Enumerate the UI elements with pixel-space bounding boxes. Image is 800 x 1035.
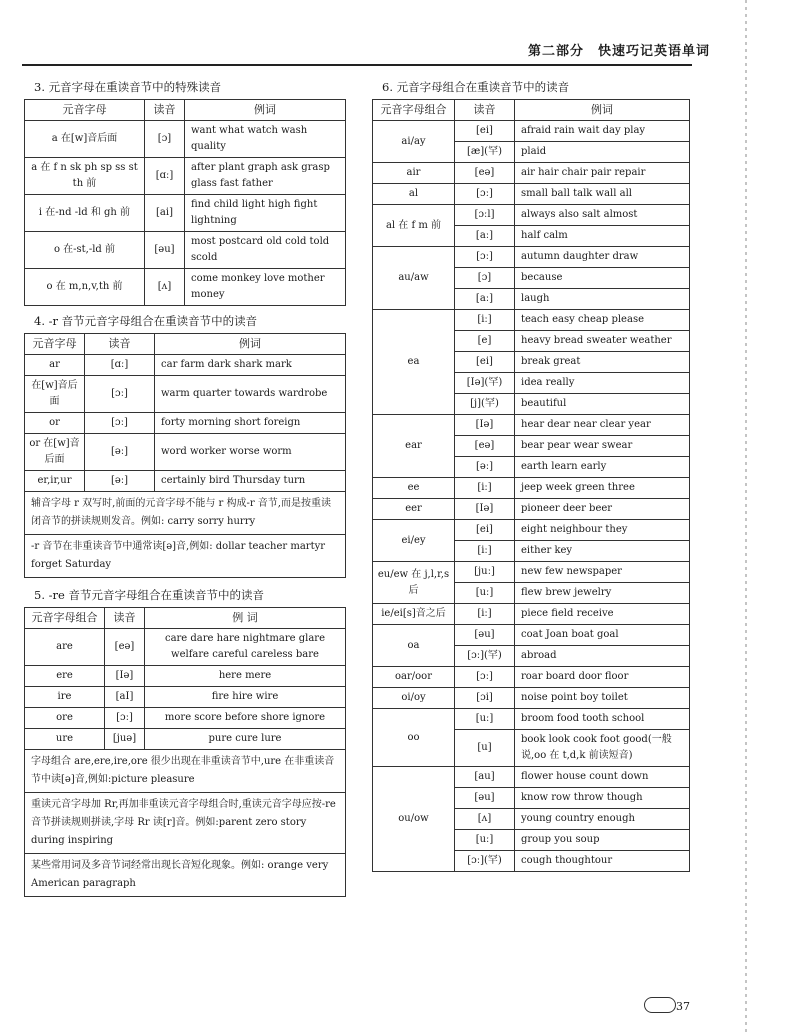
section-5-note: 字母组合 are,ere,ire,ore 很少出现在非重读音节中,ure 在非重读音节中读[ə]音,例如:picture pleasure bbox=[24, 750, 346, 793]
example-cell: afraid rain wait day play bbox=[515, 121, 690, 142]
example-cell: idea really bbox=[515, 373, 690, 394]
combo-cell: ear bbox=[373, 415, 455, 478]
example-cell: car farm dark shark mark bbox=[155, 355, 346, 376]
combo-cell: ei/ey bbox=[373, 520, 455, 562]
example-cell: break great bbox=[515, 352, 690, 373]
col-header: 例词 bbox=[155, 334, 346, 355]
table-row bbox=[373, 767, 690, 788]
letter-cell: er,ir,ur bbox=[25, 471, 85, 492]
table-row bbox=[25, 687, 346, 708]
table-row bbox=[373, 415, 690, 436]
letter-cell: ore bbox=[25, 708, 105, 729]
table-row bbox=[25, 232, 346, 269]
phonetic-cell: [ai] bbox=[145, 195, 185, 232]
example-cell: cough thoughtour bbox=[515, 851, 690, 872]
example-cell: pure cure lure bbox=[145, 729, 346, 750]
section-4-table bbox=[24, 333, 346, 492]
table-row bbox=[25, 269, 346, 306]
example-cell: here mere bbox=[145, 666, 346, 687]
table-row bbox=[25, 471, 346, 492]
example-cell: abroad bbox=[515, 646, 690, 667]
example-cell: young country enough bbox=[515, 809, 690, 830]
phonetic-cell: [əː] bbox=[455, 457, 515, 478]
example-cell: earth learn early bbox=[515, 457, 690, 478]
phonetic-cell: [ei] bbox=[455, 121, 515, 142]
phonetic-cell: [ɔː] bbox=[85, 376, 155, 413]
phonetic-cell: [aː] bbox=[455, 289, 515, 310]
phonetic-cell: [Iə] bbox=[455, 499, 515, 520]
example-cell: warm quarter towards wardrobe bbox=[155, 376, 346, 413]
section-5-table bbox=[24, 607, 346, 750]
letter-cell: are bbox=[25, 629, 105, 666]
phonetic-cell: [iː] bbox=[455, 604, 515, 625]
combo-cell: air bbox=[373, 163, 455, 184]
phonetic-cell: [j](罕) bbox=[455, 394, 515, 415]
example-cell: want what watch wash quality bbox=[185, 121, 346, 158]
section-4-note: 辅音字母 r 双写时,前面的元音字母不能与 r 构成-r 音节,而是按重读闭音节的拼读规则发音。例如: carry sorry hurry bbox=[24, 492, 346, 535]
table-row bbox=[25, 666, 346, 687]
phonetic-cell: [ɔː] bbox=[455, 247, 515, 268]
example-cell: eight neighbour they bbox=[515, 520, 690, 541]
letter-cell: a 在 f n sk ph sp ss st th 前 bbox=[25, 158, 145, 195]
section-6-table bbox=[372, 99, 690, 872]
example-cell: air hair chair pair repair bbox=[515, 163, 690, 184]
phonetic-cell: [ɑː] bbox=[85, 355, 155, 376]
phonetic-cell: [e] bbox=[455, 331, 515, 352]
combo-cell: eer bbox=[373, 499, 455, 520]
phonetic-cell: [ɔː](罕) bbox=[455, 851, 515, 872]
col-header: 例 词 bbox=[145, 608, 346, 629]
table-row bbox=[373, 121, 690, 142]
table-row bbox=[373, 709, 690, 730]
example-cell: piece field receive bbox=[515, 604, 690, 625]
example-cell: heavy bread sweater weather bbox=[515, 331, 690, 352]
section-5-note: 某些常用词及多音节词经常出现长音短化现象。例如: orange very American paragraph bbox=[24, 854, 346, 897]
letter-cell: o 在 m,n,v,th 前 bbox=[25, 269, 145, 306]
combo-cell: oar/oor bbox=[373, 667, 455, 688]
phonetic-cell: [Iə] bbox=[105, 666, 145, 687]
table-row bbox=[373, 205, 690, 226]
letter-cell: ar bbox=[25, 355, 85, 376]
col-header: 元音字母 bbox=[25, 334, 85, 355]
phonetic-cell: [ɔːl] bbox=[455, 205, 515, 226]
example-cell: teach easy cheap please bbox=[515, 310, 690, 331]
col-header: 读音 bbox=[105, 608, 145, 629]
phonetic-cell: [ɔ] bbox=[455, 268, 515, 289]
phonetic-cell: [eə] bbox=[105, 629, 145, 666]
right-column bbox=[372, 78, 690, 872]
example-cell: because bbox=[515, 268, 690, 289]
table-row bbox=[373, 625, 690, 646]
letter-cell: or bbox=[25, 413, 85, 434]
page-number: 37 bbox=[676, 1000, 690, 1013]
letter-cell: ure bbox=[25, 729, 105, 750]
example-cell: know row throw though bbox=[515, 788, 690, 809]
table-row bbox=[373, 499, 690, 520]
example-cell: care dare hare nightmare glare welfare careful careless bare bbox=[145, 629, 346, 666]
phonetic-cell: [uː] bbox=[455, 830, 515, 851]
phonetic-cell: [uː] bbox=[455, 709, 515, 730]
col-header: 例词 bbox=[185, 100, 346, 121]
section-5-title: 5. -re 音节元音字母组合在重读音节中的读音 bbox=[34, 588, 264, 602]
letter-cell: a 在[w]音后面 bbox=[25, 121, 145, 158]
col-header: 元音字母组合 bbox=[25, 608, 105, 629]
phonetic-cell: [u] bbox=[455, 730, 515, 767]
example-cell: group you soup bbox=[515, 830, 690, 851]
combo-cell: oa bbox=[373, 625, 455, 667]
table-row bbox=[373, 667, 690, 688]
col-header: 例词 bbox=[515, 100, 690, 121]
example-cell: new few newspaper bbox=[515, 562, 690, 583]
example-cell: word worker worse worm bbox=[155, 434, 346, 471]
phonetic-cell: [ei] bbox=[455, 520, 515, 541]
combo-cell: ie/ei[s]音之后 bbox=[373, 604, 455, 625]
table-row bbox=[25, 121, 346, 158]
combo-cell: al bbox=[373, 184, 455, 205]
example-cell: certainly bird Thursday turn bbox=[155, 471, 346, 492]
table-row bbox=[25, 355, 346, 376]
example-cell: half calm bbox=[515, 226, 690, 247]
example-cell: book look cook foot good(一般说,oo 在 t,d,k 前读短音) bbox=[515, 730, 690, 767]
table-row bbox=[373, 163, 690, 184]
section-6-title: 6. 元音字母组合在重读音节中的读音 bbox=[382, 80, 570, 94]
phonetic-cell: [ʌ] bbox=[145, 269, 185, 306]
combo-cell: oo bbox=[373, 709, 455, 767]
example-cell: more score before shore ignore bbox=[145, 708, 346, 729]
table-row bbox=[373, 520, 690, 541]
phonetic-cell: [əː] bbox=[85, 471, 155, 492]
phonetic-cell: [eə] bbox=[455, 163, 515, 184]
combo-cell: ou/ow bbox=[373, 767, 455, 872]
col-header: 读音 bbox=[145, 100, 185, 121]
col-header: 读音 bbox=[455, 100, 515, 121]
section-3-table bbox=[24, 99, 346, 306]
header-rule bbox=[22, 64, 692, 66]
example-cell: coat Joan boat goal bbox=[515, 625, 690, 646]
example-cell: jeep week green three bbox=[515, 478, 690, 499]
example-cell: either key bbox=[515, 541, 690, 562]
phonetic-cell: [iː] bbox=[455, 310, 515, 331]
combo-cell: ea bbox=[373, 310, 455, 415]
phonetic-cell: [iː] bbox=[455, 478, 515, 499]
phonetic-cell: [ɔː] bbox=[455, 184, 515, 205]
example-cell: small ball talk wall all bbox=[515, 184, 690, 205]
table-row bbox=[373, 247, 690, 268]
combo-cell: au/aw bbox=[373, 247, 455, 310]
phonetic-cell: [əu] bbox=[145, 232, 185, 269]
table-row bbox=[373, 310, 690, 331]
example-cell: plaid bbox=[515, 142, 690, 163]
table-row bbox=[373, 478, 690, 499]
phonetic-cell: [ei] bbox=[455, 352, 515, 373]
phonetic-cell: [ɔː] bbox=[85, 413, 155, 434]
letter-cell: o 在-st,-ld 前 bbox=[25, 232, 145, 269]
section-3-title: 3. 元音字母在重读音节中的特殊读音 bbox=[34, 80, 222, 94]
phonetic-cell: [ɔː] bbox=[105, 708, 145, 729]
phonetic-cell: [əu] bbox=[455, 625, 515, 646]
combo-cell: eu/ew 在 j,l,r,s 后 bbox=[373, 562, 455, 604]
example-cell: laugh bbox=[515, 289, 690, 310]
table-row bbox=[25, 376, 346, 413]
example-cell: noise point boy toilet bbox=[515, 688, 690, 709]
table-row bbox=[25, 708, 346, 729]
phonetic-cell: [æ](罕) bbox=[455, 142, 515, 163]
example-cell: roar board door floor bbox=[515, 667, 690, 688]
table-row bbox=[373, 688, 690, 709]
letter-cell: ere bbox=[25, 666, 105, 687]
phonetic-cell: [ʌ] bbox=[455, 809, 515, 830]
example-cell: fire hire wire bbox=[145, 687, 346, 708]
table-row bbox=[25, 195, 346, 232]
example-cell: forty morning short foreign bbox=[155, 413, 346, 434]
phonetic-cell: [eə] bbox=[455, 436, 515, 457]
col-header: 元音字母组合 bbox=[373, 100, 455, 121]
table-row bbox=[25, 158, 346, 195]
phonetic-cell: [au] bbox=[455, 767, 515, 788]
phonetic-cell: [juə] bbox=[105, 729, 145, 750]
example-cell: flew brew jewelry bbox=[515, 583, 690, 604]
section-5-note: 重读元音字母加 Rr,再加非重读元音字母组合时,重读元音字母应按-re 音节拼读规则拼读,字母 Rr 读[r]音。例如:parent zero story during inspiring bbox=[24, 793, 346, 854]
letter-cell: or 在[w]音后面 bbox=[25, 434, 85, 471]
example-cell: bear pear wear swear bbox=[515, 436, 690, 457]
example-cell: come monkey love mother money bbox=[185, 269, 346, 306]
col-header: 读音 bbox=[85, 334, 155, 355]
phonetic-cell: [əu] bbox=[455, 788, 515, 809]
table-row bbox=[373, 562, 690, 583]
phonetic-cell: [uː] bbox=[455, 583, 515, 604]
table-row bbox=[373, 184, 690, 205]
combo-cell: oi/oy bbox=[373, 688, 455, 709]
example-cell: always also salt almost bbox=[515, 205, 690, 226]
phonetic-cell: [Iə] bbox=[455, 415, 515, 436]
phonetic-cell: [juː] bbox=[455, 562, 515, 583]
phonetic-cell: [əː] bbox=[85, 434, 155, 471]
example-cell: broom food tooth school bbox=[515, 709, 690, 730]
example-cell: find child light high fight lightning bbox=[185, 195, 346, 232]
phonetic-cell: [ɑː] bbox=[145, 158, 185, 195]
table-row bbox=[25, 413, 346, 434]
left-column bbox=[24, 78, 346, 897]
scan-edge bbox=[745, 0, 747, 1035]
example-cell: flower house count down bbox=[515, 767, 690, 788]
col-header: 元音字母 bbox=[25, 100, 145, 121]
phonetic-cell: [aː] bbox=[455, 226, 515, 247]
phonetic-cell: [Iə](罕) bbox=[455, 373, 515, 394]
running-header: 第二部分 快速巧记英语单词 bbox=[528, 44, 711, 59]
phonetic-cell: [ɔː](罕) bbox=[455, 646, 515, 667]
combo-cell: ai/ay bbox=[373, 121, 455, 163]
example-cell: most postcard old cold told scold bbox=[185, 232, 346, 269]
phonetic-cell: [ɔ] bbox=[145, 121, 185, 158]
section-4-note: -r 音节在非重读音节中通常读[ə]音,例如: dollar teacher martyr forget Saturday bbox=[24, 535, 346, 578]
letter-cell: 在[w]音后面 bbox=[25, 376, 85, 413]
table-row bbox=[25, 629, 346, 666]
phonetic-cell: [iː] bbox=[455, 541, 515, 562]
table-row bbox=[373, 604, 690, 625]
section-4-title: 4. -r 音节元音字母组合在重读音节中的读音 bbox=[34, 314, 258, 328]
example-cell: after plant graph ask grasp glass fast father bbox=[185, 158, 346, 195]
table-row bbox=[25, 434, 346, 471]
phonetic-cell: [ɔː] bbox=[455, 667, 515, 688]
table-row bbox=[25, 729, 346, 750]
publisher-logo bbox=[644, 997, 676, 1013]
example-cell: pioneer deer beer bbox=[515, 499, 690, 520]
letter-cell: i 在-nd -ld 和 gh 前 bbox=[25, 195, 145, 232]
example-cell: hear dear near clear year bbox=[515, 415, 690, 436]
phonetic-cell: [ɔi] bbox=[455, 688, 515, 709]
letter-cell: ire bbox=[25, 687, 105, 708]
phonetic-cell: [aI] bbox=[105, 687, 145, 708]
example-cell: autumn daughter draw bbox=[515, 247, 690, 268]
combo-cell: al 在 f m 前 bbox=[373, 205, 455, 247]
combo-cell: ee bbox=[373, 478, 455, 499]
example-cell: beautiful bbox=[515, 394, 690, 415]
